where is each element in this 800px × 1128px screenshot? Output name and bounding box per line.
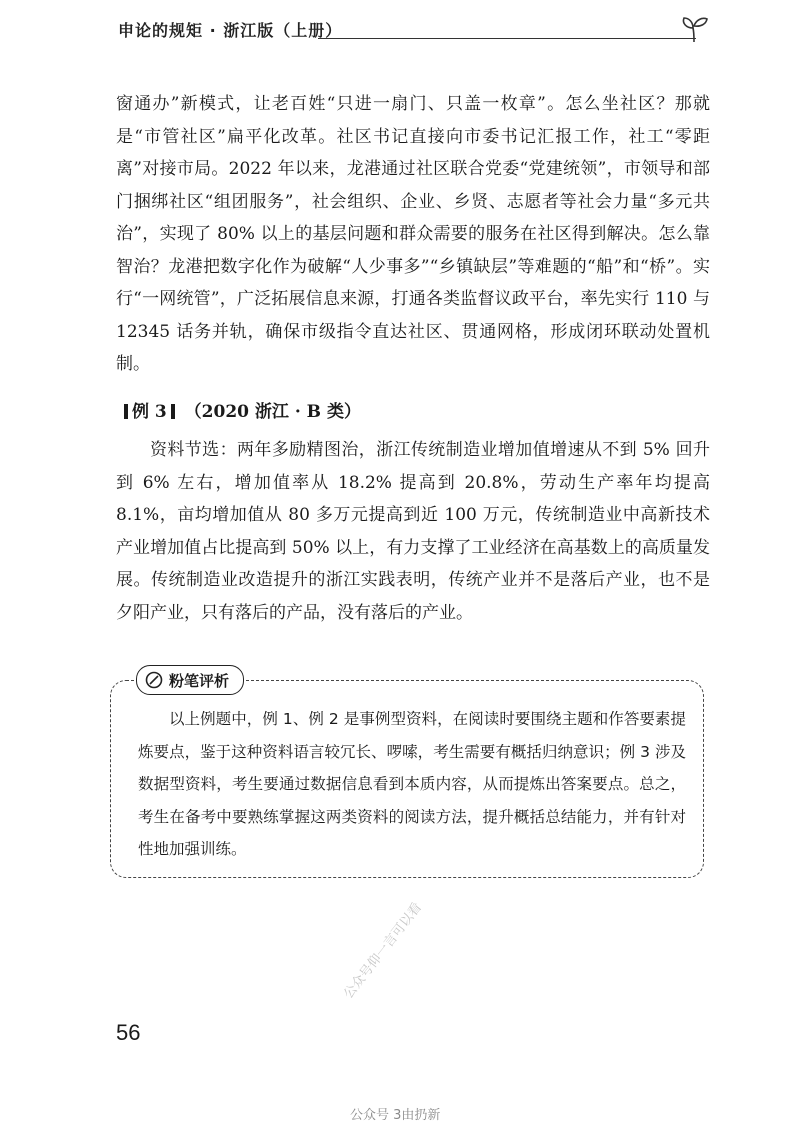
commentary-badge <box>136 665 244 695</box>
example-heading <box>120 397 361 427</box>
header-rule <box>318 38 696 39</box>
example-source: （2020 浙江 · B 类） <box>184 402 361 422</box>
footer-watermark: 公众号 3由扔新 <box>350 1108 441 1123</box>
heading-bar-right <box>171 404 175 419</box>
commentary-text: 以上例题中，例 1、例 2 是事例型资料，在阅读时要围绕主题和作答要素提炼要点，鉴于这种资料语言较冗长、啰嗦，考生需要有概括归纳意识；例 3 涉及数据型资料，考生要通过数据信息看到本质内容，从而提炼出答案要点。总之，考生在备考中要熟练掌握这两类资料的阅读方法，提升概括总结能力，并有针对性地加强训练。 <box>138 710 686 858</box>
commentary-badge-label: 粉笔评析 <box>169 671 230 690</box>
leaf-sprout-icon <box>676 14 712 44</box>
watermark: 公众号仰一言可以看 <box>341 900 426 1002</box>
heading-bar-left <box>124 404 128 419</box>
example-label: 例 3 <box>132 402 167 422</box>
commentary-text-wrap <box>138 703 686 866</box>
continued-paragraph <box>116 88 710 381</box>
material-excerpt <box>116 434 710 629</box>
page-number: 56 <box>116 1020 141 1045</box>
paragraph-1: 窗通办”新模式，让老百姓“只进一扇门、只盖一枚章”。怎么坐社区？那就是“市管社区”扁平化改革。社区书记直接向市委书记汇报工作，社工“零距离”对接市局。2022 年以来，龙港通过社区联合党委“党建统领”，市领导和部门捆绑社区“组团服务”，社会组织、企业、乡贤、志愿者等社会力量“多元共治”，实现了 80% 以上的基层问题和群众需要的服务在社区得到解决。怎么靠智治？龙港把数字化作为破解“人少事多”“乡镇缺层”等难题的“船”和“桥”。实行“一网统管”，广泛拓展信息来源，打通各类监督议政平台，率先实行 110 与 12345 话务并轨，确保市级指令直达社区、贯通网格，形成闭环联动处置机制。 <box>116 94 710 374</box>
pen-circle-icon <box>145 671 163 689</box>
paragraph-2: 资料节选：两年多励精图治，浙江传统制造业增加值增速从不到 5% 回升到 6% 左右，增加值率从 18.2% 提高到 20.8%，劳动生产率年均提高 8.1%，亩均增加值从 80 多万元提高到近 100 万元，传统制造业中高新技术产业增加值占比提高到 50% 以上，有力支撑了工业经济在高基数上的高质量发展。传统制造业改造提升的浙江实践表明，传统产业并不是落后产业，也不是夕阳产业，只有落后的产品，没有落后的产业。 <box>116 440 710 623</box>
running-header: 申论的规矩 · 浙江版（上册） <box>118 21 343 40</box>
